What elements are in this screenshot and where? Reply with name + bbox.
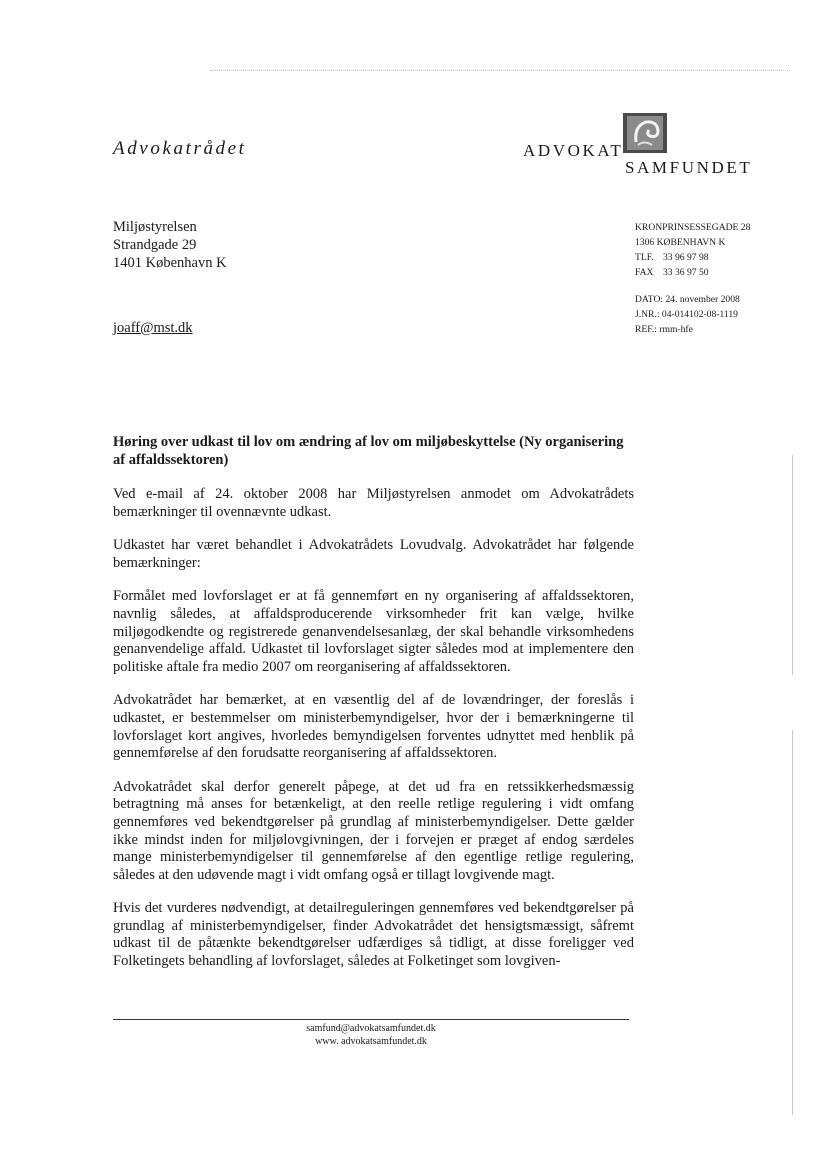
scan-margin-line xyxy=(792,455,793,675)
org-name-advokatraadet: Advokatrådet xyxy=(113,138,247,159)
letter-subject: Høring over udkast til lov om ændring af lov om miljøbeskyttelse (Ny organisering af affaldssektoren) xyxy=(113,434,624,468)
footer-email-link[interactable]: samfund@advokatsamfundet.dk xyxy=(306,1023,436,1034)
scan-artifact-line xyxy=(210,70,790,71)
recipient-city: 1401 København K xyxy=(113,255,227,271)
footer xyxy=(113,1022,629,1048)
letter-body xyxy=(113,486,634,987)
letter-journal-number: J.NR.: 04-014102-08-1119 xyxy=(635,309,738,320)
letter-reference: REF.: rmm-hfe xyxy=(635,324,693,335)
scan-margin-line xyxy=(792,730,793,1115)
sender-fax: FAX 33 36 97 50 xyxy=(635,267,709,278)
advokatsamfundet-emblem-icon xyxy=(622,112,668,154)
letter-date: DATO: 24. november 2008 xyxy=(635,294,740,305)
recipient-street: Strandgade 29 xyxy=(113,237,197,253)
footer-website-link[interactable]: www. advokatsamfundet.dk xyxy=(315,1036,427,1047)
sender-city: 1306 KØBENHAVN K xyxy=(635,237,726,248)
letter-meta xyxy=(635,292,740,337)
sender-street: KRONPRINSESSEGADE 28 xyxy=(635,222,751,233)
body-paragraph: Advokatrådet skal derfor generelt påpege, at det ud fra en retssikkerhedsmæssig betragtning må anses for betænkeligt, at den reelle retlige regulering i vidt omfang gennemføres ved bekendtgørelser på grundlag af ministerbemyndigelser. Dette gælder ikke mindst inden for miljølovgivningen, der i forvejen er præget af endog særdeles mange ministerbemyndigelser til gennemførelse af den egentlige retlige regulering, således at den udøvende magt i vidt omfang også er tillagt lovgivende magt. xyxy=(113,778,634,883)
body-paragraph: Ved e-mail af 24. oktober 2008 har Miljøstyrelsen anmodet om Advokatrådets bemærkninger til ovennævnte udkast. xyxy=(113,486,634,520)
footer-divider xyxy=(113,1019,629,1020)
recipient-address xyxy=(113,218,227,272)
logo-text-advokat: ADVOKAT xyxy=(523,141,624,160)
body-paragraph: Advokatrådet har bemærket, at en væsentlig del af de lovændringer, der foreslås i udkastet, er bestemmelser om ministerbemyndigelser, hvor der i bemærkningerne til lovforslaget kort angives, hvorledes bemyndigelsen forventes udnyttet med henblik på gennemførelse af den forudsatte reorganisering af affaldssektoren. xyxy=(113,692,634,762)
body-paragraph: Udkastet har været behandlet i Advokatrådets Lovudvalg. Advokatrådet har følgende bemærkninger: xyxy=(113,537,634,571)
recipient-email-link[interactable]: joaff@mst.dk xyxy=(113,320,193,336)
recipient-name: Miljøstyrelsen xyxy=(113,219,197,235)
logo-text-samfundet: SAMFUNDET xyxy=(625,158,753,177)
sender-address xyxy=(635,220,750,280)
sender-phone: TLF. 33 96 97 98 xyxy=(635,252,709,263)
body-paragraph: Hvis det vurderes nødvendigt, at detailreguleringen gennemføres ved bekendtgørelser på grundlag af ministerbemyndigelser, finder Advokatrådet det hensigtsmæssigt, såfremt udkast til de påtænkte bekendtgørelser udfærdiges så tidligt, at disse foreligger ved Folketingets behandling af lovforslaget, således at Folketinget som lovgiven- xyxy=(113,900,634,970)
body-paragraph: Formålet med lovforslaget er at få gennemført en ny organisering af affaldssektoren, navnlig således, at affaldsproducerende virksomheder frit kan vælge, hvilke miljøgodkendte og registrerede genanvendelsesanlæg, der skal behandle virksomhedens genanvendelige affald. Udkastet til lovforslaget sigter således mod at implementere den politiske aftale fra medio 2007 om reorganisering af affaldssektoren. xyxy=(113,588,634,675)
